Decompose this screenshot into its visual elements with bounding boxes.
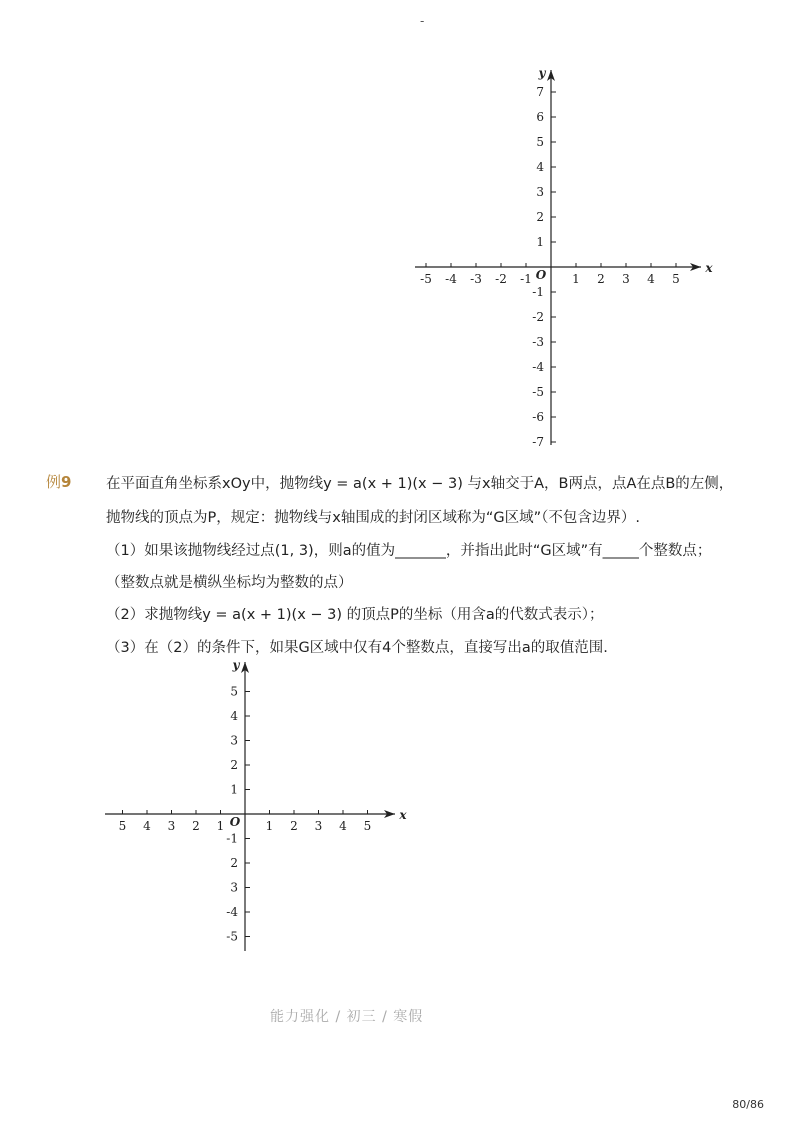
y-axis-label: y [232, 658, 240, 672]
footer-course-label: 能力强化 / 初三 / 寒假 [270, 1009, 424, 1025]
y-tick-label: -1 [532, 285, 544, 299]
problem-note: （整数点就是横纵坐标均为整数的点） [106, 575, 353, 591]
origin-label: O [229, 815, 241, 829]
problem-line-1: 在平面直角坐标系xOy中，抛物线y = a(x + 1)(x − 3) 与x轴交于A，B两点，点A在点B的左侧， [106, 476, 734, 492]
page-number: 80/86 [732, 1098, 764, 1111]
x-tick-label: -1 [520, 272, 532, 286]
graph-2-coordinate-system [105, 658, 407, 951]
y-tick-label: 2 [230, 856, 238, 870]
y-tick-label: 5 [536, 135, 544, 149]
x-tick-label: 2 [290, 819, 298, 833]
y-tick-label: 1 [536, 235, 544, 249]
x-tick-label: 3 [622, 272, 630, 286]
example-label [46, 471, 71, 492]
x-tick-label: 5 [672, 272, 680, 286]
problem-question-1: （1）如果该抛物线经过点(1, 3)，则a的值为_______，并指出此时“G区域”有_____个整数点； [106, 543, 712, 559]
y-tick-label: 6 [536, 110, 544, 124]
origin-label: O [535, 268, 547, 282]
y-tick-label: 2 [536, 210, 544, 224]
x-tick-label: -2 [495, 272, 507, 286]
y-tick-label: 7 [536, 85, 544, 99]
y-tick-label: 3 [230, 880, 238, 895]
y-tick-label: -2 [532, 310, 544, 324]
y-tick-label: -5 [226, 929, 238, 944]
y-tick-label: -7 [532, 435, 544, 449]
x-tick-label: -3 [470, 272, 482, 286]
x-tick-label: 3 [314, 819, 323, 833]
y-tick-label: -4 [226, 905, 238, 919]
y-tick-label: -4 [532, 360, 544, 374]
x-axis-label: x [705, 261, 713, 275]
x-tick-label: 1 [265, 819, 274, 833]
y-axis-label: y [538, 66, 546, 80]
problem-question-2: （2）求抛物线y = a(x + 1)(x − 3) 的顶点P的坐标（用含a的代数式表示）； [106, 607, 604, 623]
y-tick-label: 4 [536, 160, 544, 174]
y-tick-label: 4 [230, 709, 238, 723]
y-tick-label: 3 [230, 733, 238, 748]
x-tick-label: 1 [216, 819, 225, 833]
header-mark: - [420, 14, 425, 28]
graph-1-coordinate-system [415, 66, 713, 449]
x-tick-label: 5 [118, 819, 127, 833]
y-tick-label: 5 [230, 684, 238, 699]
y-tick-label: -6 [532, 410, 544, 424]
problem-question-3: （3）在（2）的条件下，如果G区域中仅有4个整数点，直接写出a的取值范围. [106, 640, 608, 656]
y-tick-label: -3 [532, 335, 544, 349]
x-tick-label: 2 [597, 272, 605, 286]
x-tick-label: 4 [339, 819, 347, 833]
x-tick-label: -4 [445, 272, 457, 286]
x-tick-label: 4 [647, 272, 655, 286]
x-tick-label: 2 [192, 819, 200, 833]
y-tick-label: 1 [230, 782, 238, 797]
x-axis-label: x [399, 808, 407, 822]
x-tick-label: 4 [143, 819, 151, 833]
y-tick-label: 2 [230, 758, 238, 772]
x-tick-label: 5 [363, 819, 372, 833]
example-prefix: 例 [46, 473, 62, 491]
x-tick-label: -5 [420, 272, 432, 286]
y-tick-label: -1 [226, 831, 238, 846]
y-tick-label: 3 [536, 185, 544, 199]
y-tick-label: -5 [532, 385, 544, 399]
x-tick-label: 1 [572, 272, 580, 286]
example-number: 9 [61, 473, 72, 491]
x-tick-label: 3 [167, 819, 176, 833]
problem-line-2: 抛物线的顶点为P，规定：抛物线与x轴围成的封闭区域称为“G区域”（不包含边界）. [106, 510, 640, 526]
